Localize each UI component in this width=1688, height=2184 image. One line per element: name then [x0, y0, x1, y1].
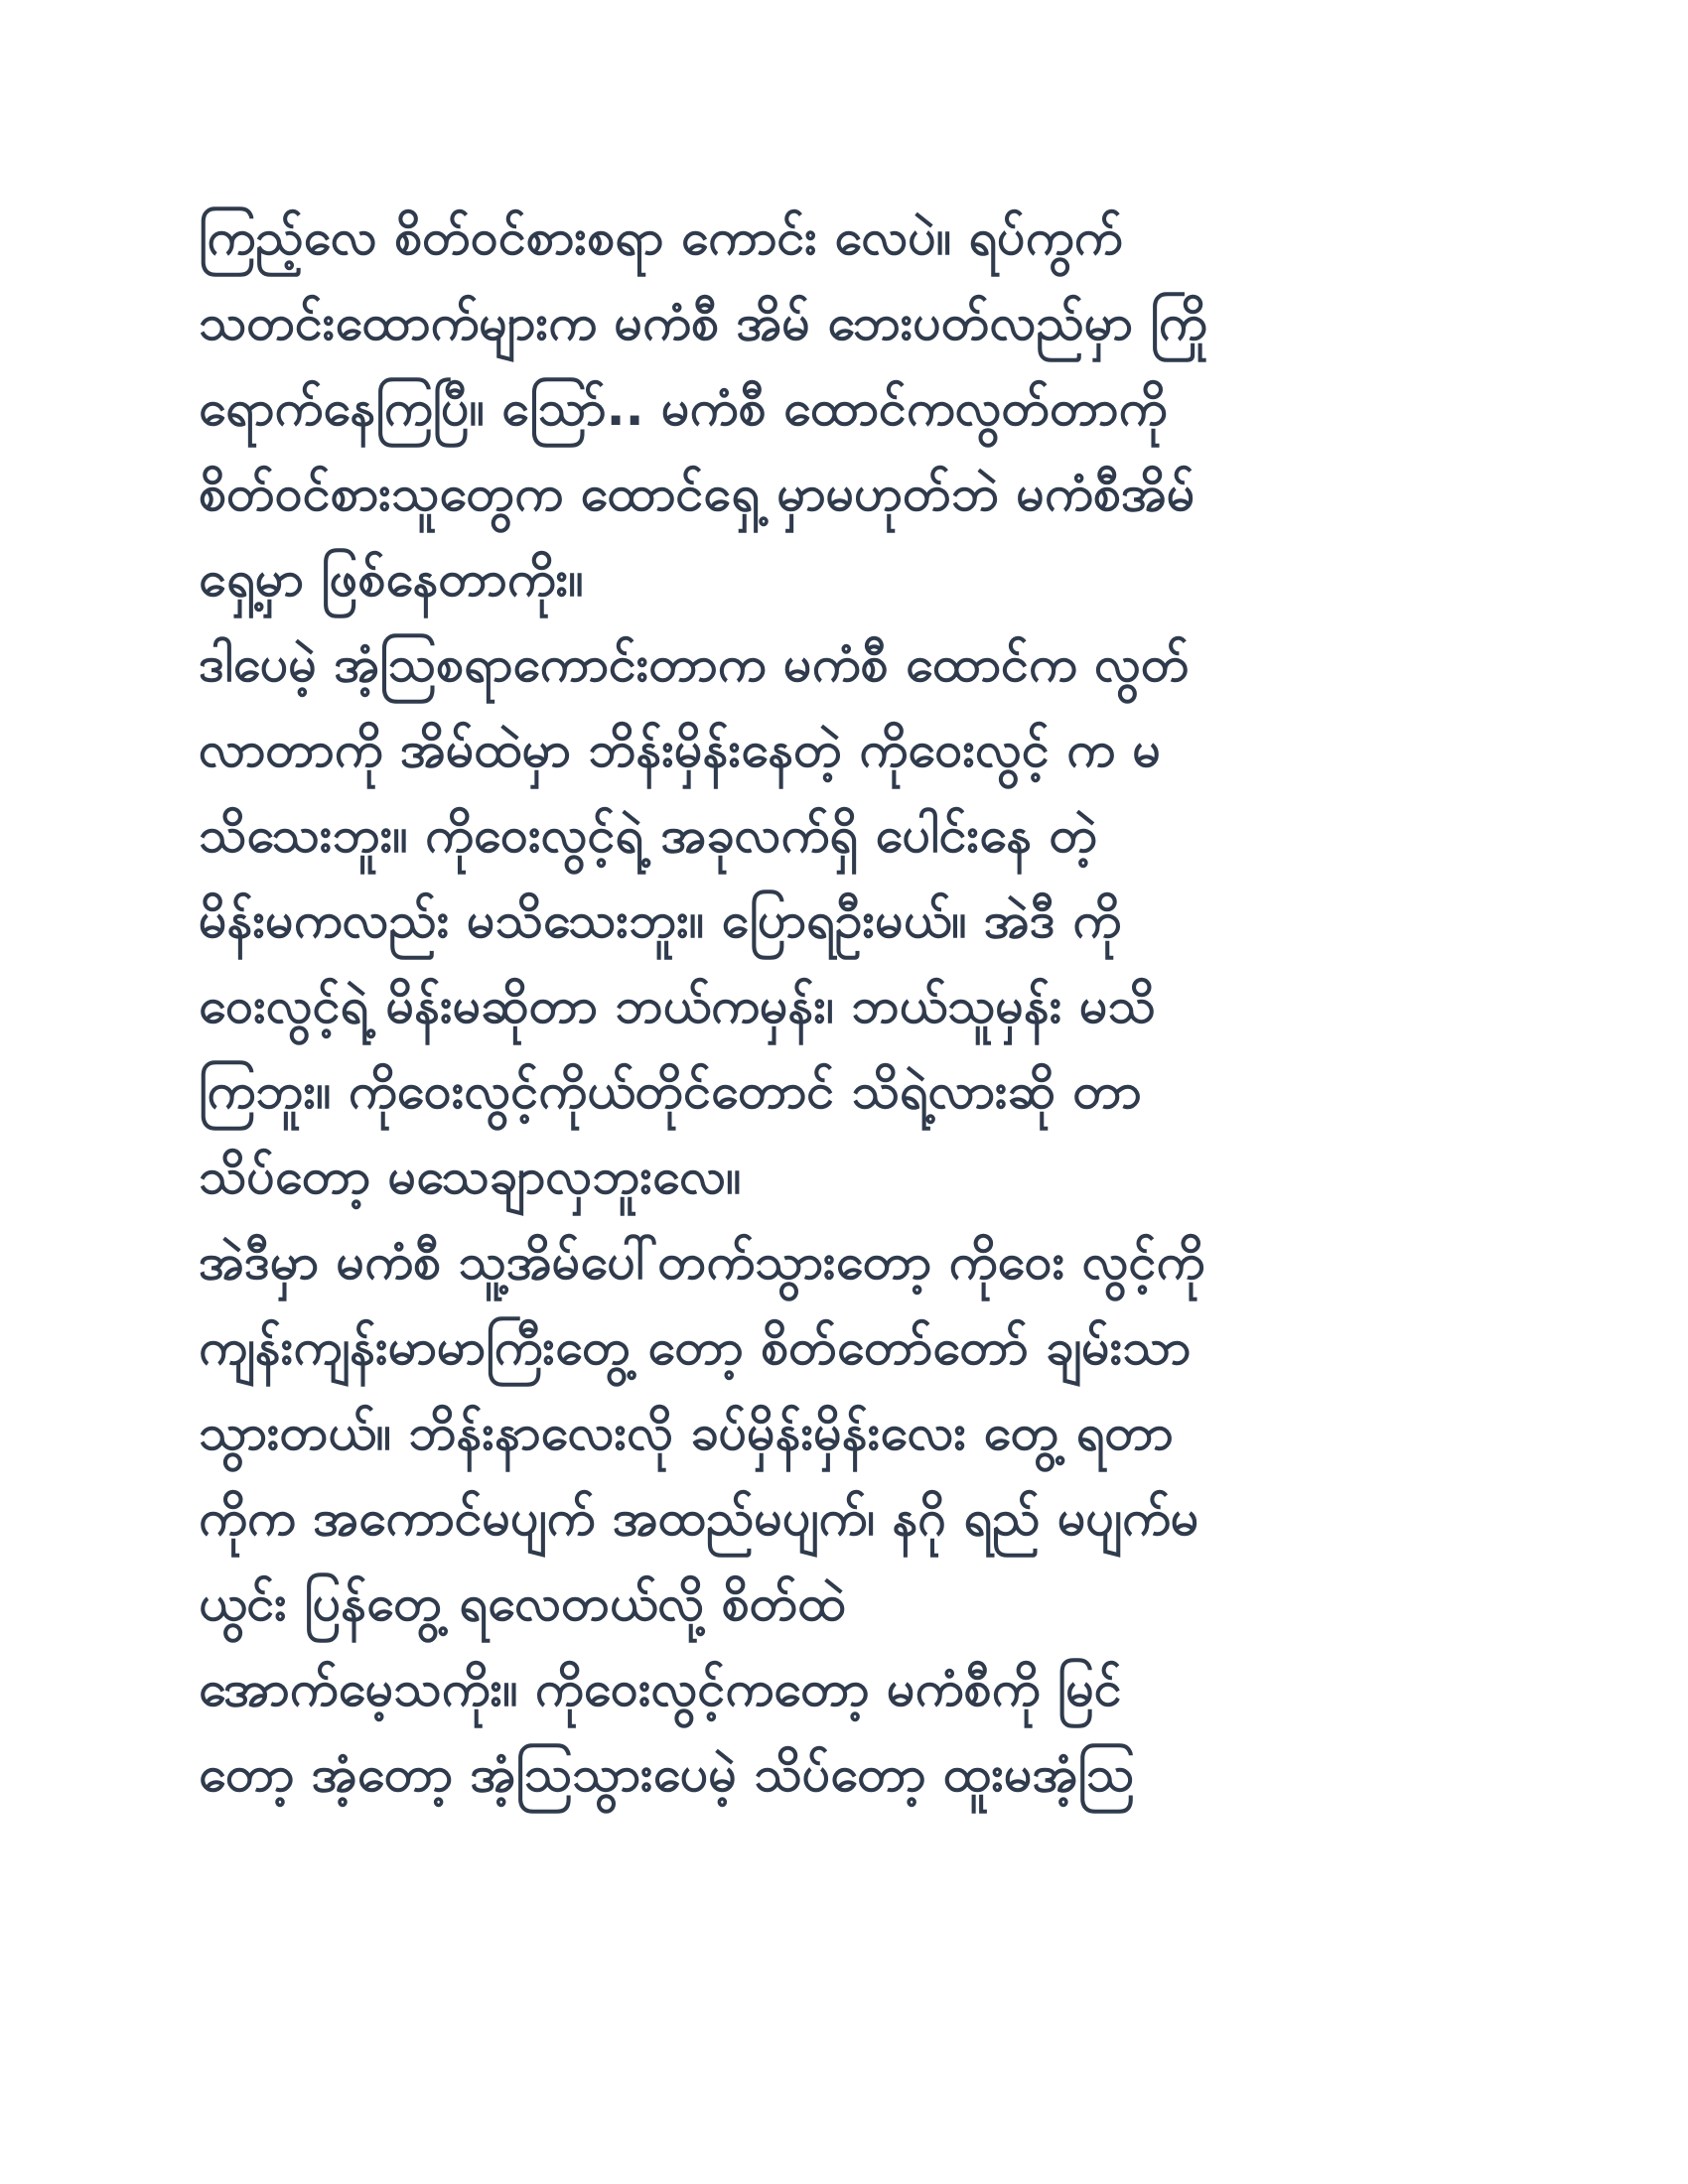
text-line: ကိုက အကောင်မပျက် အထည်မပျက်၊ နဂို ရည် မပျက်မ: [199, 1489, 1199, 1547]
text-line: လာတာကို အိမ်ထဲမှာ ဘိန်းမှိန်းနေတဲ့ ကိုဝေးလွင့် က မ: [199, 721, 1162, 778]
text-line: ရောက်နေကြပြီ။ သြော်.. မကံစီ ထောင်ကလွတ်တာကို: [199, 379, 1168, 437]
text-line: သိသေးဘူး။ ကိုဝေးလွင့်ရဲ့ အခုလက်ရှိ ပေါင်းနေ တဲ့: [199, 806, 1098, 864]
text-line: ဝေးလွင့်ရဲ့ မိန်းမဆိုတာ ဘယ်ကမှန်း၊ ဘယ်သူမှန်း မသိ: [199, 977, 1156, 1034]
text-line: အဲဒီမှာ မကံစီ သူ့အိမ်ပေါ်တက်သွားတော့ ကိုဝေး လွင့်ကို: [199, 1233, 1205, 1291]
text-line: ယွင်း ပြန်တွေ့ ရလေတယ်လို့ စိတ်ထဲ: [199, 1574, 846, 1632]
text-line: ကြဘူး။ ကိုဝေးလွင့်ကိုယ်တိုင်တောင် သိရဲ့လားဆို တာ: [199, 1062, 1142, 1120]
text-line: သိပ်တော့ မသေချာလှဘူးလေ။: [199, 1148, 742, 1205]
text-line: သွားတယ်။ ဘိန်းနာလေးလို ခပ်မှိန်းမှိန်းလေး တွေ့ ရတာ: [199, 1404, 1174, 1461]
text-line: စိတ်ဝင်စားသူတွေက ထောင်ရှေ့ မှာမဟုတ်ဘဲ မကံစီအိမ်: [199, 465, 1196, 522]
body-text: [199, 195, 1489, 1817]
text-line: တော့ အံ့တော့ အံ့သြသွားပေမဲ့ သိပ်တော့ ထူးမအံ့သြ: [199, 1745, 1135, 1803]
text-line: ကြည့်လေ စိတ်ဝင်စားစရာ ကောင်း လေပဲ။ ရပ်ကွက်: [199, 208, 1123, 266]
text-line: ကျန်းကျန်းမာမာကြီးတွေ့ တော့ စိတ်တော်တော် ချမ်းသာ: [199, 1318, 1192, 1376]
text-line: အောက်မေ့သကိုး။ ကိုဝေးလွင့်ကတော့ မကံစီကို မြင်: [199, 1660, 1122, 1717]
text-line: ဒါပေမဲ့ အံ့သြစရာကောင်းတာက မကံစီ ထောင်က လွတ်: [199, 635, 1190, 693]
text-line: သတင်းထောက်များက မကံစီ အိမ် ဘေးပတ်လည်မှာ ကြို: [199, 294, 1207, 351]
text-line: ရှေ့မှာ ဖြစ်နေတာကိုး။: [199, 550, 584, 608]
text-line: မိန်းမကလည်း မသိသေးဘူး။ ပြောရဦးမယ်။ အဲဒီ ကို: [199, 891, 1122, 949]
